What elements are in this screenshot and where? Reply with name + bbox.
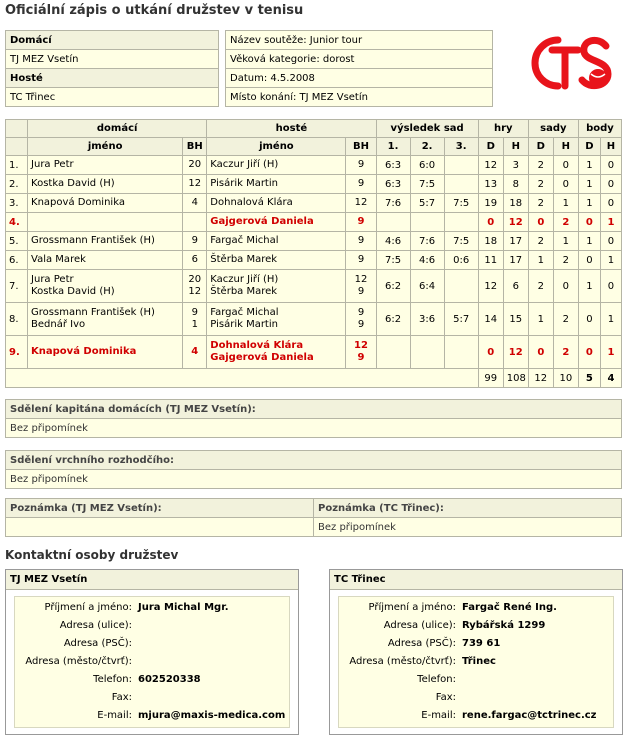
contact-field-label: Adresa (město/čtvrť): bbox=[25, 656, 132, 667]
guest-player-line: Pisárik Martin bbox=[210, 319, 278, 330]
sets-home: 2 bbox=[528, 175, 553, 194]
note-home-label: Poznámka (TJ MEZ Vsetín): bbox=[6, 499, 314, 518]
referee-section bbox=[5, 450, 622, 489]
guest-bh-header: BH bbox=[346, 138, 376, 156]
competition-name: Název soutěže: Junior tour bbox=[226, 31, 493, 50]
contact-field-row bbox=[15, 599, 289, 617]
home-player-bh bbox=[183, 156, 207, 175]
contact-field-label: Adresa (ulice): bbox=[383, 620, 456, 631]
teams-table bbox=[5, 30, 219, 107]
guest-player-line: Dohnalová Klára bbox=[210, 340, 304, 351]
row-number: 5. bbox=[6, 232, 28, 251]
set3-score bbox=[444, 156, 478, 175]
guest-player-line: Gajgerová Daniela bbox=[210, 352, 314, 363]
contact-card-guest bbox=[329, 569, 623, 735]
guest-player-line: Kaczur Jiří (H) bbox=[210, 274, 279, 285]
guest-player-bh-line: 12 bbox=[354, 197, 368, 208]
guest-player-line: Štěrba Marek bbox=[210, 254, 278, 265]
contact-field-value: 602520338 bbox=[138, 674, 201, 685]
sets-home: 1 bbox=[528, 303, 553, 336]
sets-guest: 0 bbox=[553, 270, 578, 303]
home-player-line: Kostka David (H) bbox=[31, 178, 115, 189]
set1-header: 1. bbox=[376, 138, 410, 156]
home-player-bh bbox=[183, 194, 207, 213]
note-home-value bbox=[6, 518, 314, 537]
contact-team-name: TC Třinec bbox=[330, 570, 622, 590]
referee-value: Bez připomínek bbox=[6, 470, 622, 489]
contact-field-row bbox=[339, 689, 613, 707]
set3-score bbox=[444, 336, 478, 369]
match-row bbox=[6, 175, 622, 194]
home-group-header: domácí bbox=[28, 120, 207, 138]
games-guest: 17 bbox=[503, 232, 528, 251]
set2-header: 2. bbox=[410, 138, 444, 156]
contact-field-label: Fax: bbox=[111, 692, 132, 703]
total-games-h: 108 bbox=[503, 369, 528, 388]
sets-guest: 1 bbox=[553, 232, 578, 251]
contact-field-label: Adresa (město/čtvrť): bbox=[349, 656, 456, 667]
guest-player bbox=[207, 251, 346, 270]
contact-field-row bbox=[15, 671, 289, 689]
referee-label: Sdělení vrchního rozhodčího: bbox=[6, 451, 622, 470]
score-group-header: výsledek sad bbox=[376, 120, 478, 138]
guest-player-bh bbox=[346, 194, 376, 213]
guest-player-bh-line: 9 bbox=[357, 178, 365, 189]
points-h-header: H bbox=[600, 138, 621, 156]
points-home: 1 bbox=[578, 194, 600, 213]
home-player-bh-line: 9 bbox=[191, 307, 198, 318]
games-h-header: H bbox=[503, 138, 528, 156]
guest-player bbox=[207, 156, 346, 175]
home-player-line: Kostka David (H) bbox=[31, 286, 115, 297]
guest-player-line: Štěrba Marek bbox=[210, 286, 278, 297]
set2-score bbox=[410, 336, 444, 369]
home-player bbox=[28, 251, 183, 270]
set3-score bbox=[444, 213, 478, 232]
sets-guest: 1 bbox=[553, 194, 578, 213]
points-home: 0 bbox=[578, 336, 600, 369]
home-player-bh-line: 1 bbox=[191, 319, 198, 330]
guest-player-bh-line: 9 bbox=[357, 352, 365, 363]
set2-score: 6:0 bbox=[410, 156, 444, 175]
points-group-header: body bbox=[578, 120, 621, 138]
contact-field-row bbox=[15, 635, 289, 653]
contact-field-label: Příjmení a jméno: bbox=[44, 602, 132, 613]
set2-score: 5:7 bbox=[410, 194, 444, 213]
contact-field-value: Jura Michal Mgr. bbox=[138, 602, 229, 613]
points-guest: 0 bbox=[600, 270, 621, 303]
home-player-bh-line: 20 bbox=[188, 274, 202, 285]
match-row bbox=[6, 303, 622, 336]
sets-home: 2 bbox=[528, 270, 553, 303]
set3-header: 3. bbox=[444, 138, 478, 156]
set2-score: 7:5 bbox=[410, 175, 444, 194]
guest-player bbox=[207, 194, 346, 213]
home-player bbox=[28, 156, 183, 175]
total-points-h: 4 bbox=[600, 369, 621, 388]
match-row bbox=[6, 232, 622, 251]
contact-field-label: Příjmení a jméno: bbox=[368, 602, 456, 613]
captain-home-value: Bez připomínek bbox=[6, 419, 622, 438]
row-number: 7. bbox=[6, 270, 28, 303]
contact-fields bbox=[14, 596, 290, 728]
contact-field-value: mjura@maxis-medica.com bbox=[138, 710, 286, 721]
games-home: 18 bbox=[478, 232, 503, 251]
home-player bbox=[28, 232, 183, 251]
guests-group-header: hosté bbox=[207, 120, 376, 138]
sets-guest: 0 bbox=[553, 175, 578, 194]
totals-row bbox=[6, 369, 622, 388]
set1-score: 6:2 bbox=[376, 270, 410, 303]
games-home: 14 bbox=[478, 303, 503, 336]
match-row bbox=[6, 251, 622, 270]
total-sets-d: 12 bbox=[528, 369, 553, 388]
home-player-line: Grossmann František (H) bbox=[31, 307, 155, 318]
games-home: 12 bbox=[478, 270, 503, 303]
games-guest: 3 bbox=[503, 156, 528, 175]
home-player bbox=[28, 194, 183, 213]
match-row bbox=[6, 194, 622, 213]
set3-score bbox=[444, 270, 478, 303]
points-home: 1 bbox=[578, 156, 600, 175]
contact-field-row bbox=[15, 689, 289, 707]
contact-field-value: Třinec bbox=[462, 656, 496, 667]
set1-score: 6:3 bbox=[376, 156, 410, 175]
guest-player-line: Fargač Michal bbox=[210, 307, 279, 318]
notes-section bbox=[5, 498, 622, 537]
contact-field-label: Adresa (ulice): bbox=[59, 620, 132, 631]
points-guest: 1 bbox=[600, 336, 621, 369]
games-guest: 17 bbox=[503, 251, 528, 270]
contact-field-row bbox=[339, 707, 613, 725]
home-player-line: Jura Petr bbox=[31, 274, 74, 285]
points-home: 1 bbox=[578, 232, 600, 251]
set1-score: 7:5 bbox=[376, 251, 410, 270]
row-number: 2. bbox=[6, 175, 28, 194]
home-player-bh bbox=[183, 251, 207, 270]
points-home: 1 bbox=[578, 270, 600, 303]
sets-guest: 2 bbox=[553, 303, 578, 336]
guest-player bbox=[207, 303, 346, 336]
sets-home: 2 bbox=[528, 156, 553, 175]
match-venue: Místo konání: TJ MEZ Vsetín bbox=[226, 88, 493, 107]
games-guest: 12 bbox=[503, 336, 528, 369]
note-guest-value: Bez připomínek bbox=[314, 518, 622, 537]
home-player-bh-line: 20 bbox=[188, 159, 202, 170]
games-guest: 8 bbox=[503, 175, 528, 194]
points-guest: 1 bbox=[600, 303, 621, 336]
set1-score bbox=[376, 213, 410, 232]
captain-home-section bbox=[5, 399, 622, 438]
guest-player-bh-line: 12 bbox=[354, 340, 368, 351]
points-guest: 0 bbox=[600, 232, 621, 251]
contact-field-row bbox=[15, 617, 289, 635]
home-bh-header: BH bbox=[183, 138, 207, 156]
home-player-bh-line: 4 bbox=[191, 197, 198, 208]
contact-card-home bbox=[5, 569, 299, 735]
guest-player-bh-line: 9 bbox=[357, 319, 365, 330]
guest-player bbox=[207, 336, 346, 369]
set1-score: 4:6 bbox=[376, 232, 410, 251]
home-player bbox=[28, 336, 183, 369]
points-guest: 0 bbox=[600, 194, 621, 213]
home-player-bh bbox=[183, 336, 207, 369]
home-player bbox=[28, 303, 183, 336]
sets-d-header: D bbox=[528, 138, 553, 156]
games-home: 11 bbox=[478, 251, 503, 270]
guest-player bbox=[207, 270, 346, 303]
points-home: 1 bbox=[578, 175, 600, 194]
home-player-bh-line: 4 bbox=[191, 346, 199, 357]
match-row bbox=[6, 213, 622, 232]
guest-player-bh bbox=[346, 303, 376, 336]
games-guest: 6 bbox=[503, 270, 528, 303]
sets-guest: 2 bbox=[553, 251, 578, 270]
sets-h-header: H bbox=[553, 138, 578, 156]
sets-guest: 2 bbox=[553, 336, 578, 369]
home-player-line: Bednář Ivo bbox=[31, 319, 86, 330]
home-player-line: Jura Petr bbox=[31, 159, 74, 170]
guest-player-line: Kaczur Jiří (H) bbox=[210, 159, 279, 170]
contact-field-label: Telefon: bbox=[417, 674, 456, 685]
guest-player-bh-line: 9 bbox=[357, 307, 365, 318]
points-home: 0 bbox=[578, 251, 600, 270]
guest-player-bh bbox=[346, 175, 376, 194]
home-player-line: Vala Marek bbox=[31, 254, 86, 265]
set3-score: 0:6 bbox=[444, 251, 478, 270]
guest-label: Hosté bbox=[6, 69, 219, 88]
points-guest: 1 bbox=[600, 213, 621, 232]
guest-player-bh-line: 9 bbox=[357, 286, 365, 297]
home-player-bh-line: 12 bbox=[188, 286, 202, 297]
contact-field-label: Adresa (PSČ): bbox=[63, 638, 132, 649]
match-row bbox=[6, 336, 622, 369]
set2-score: 7:6 bbox=[410, 232, 444, 251]
set3-score: 5:7 bbox=[444, 303, 478, 336]
guest-player-bh-line: 9 bbox=[357, 254, 365, 265]
contacts-title: Kontaktní osoby družstev bbox=[5, 548, 179, 562]
contact-field-row bbox=[15, 653, 289, 671]
guest-player-bh-line: 9 bbox=[357, 216, 365, 227]
contact-field-row bbox=[339, 599, 613, 617]
contact-field-label: E-mail: bbox=[97, 710, 132, 721]
club-logo-icon bbox=[528, 28, 620, 98]
home-player-bh bbox=[183, 303, 207, 336]
captain-home-label: Sdělení kapitána domácích (TJ MEZ Vsetín): bbox=[6, 400, 622, 419]
home-player-bh-line: 12 bbox=[188, 178, 202, 189]
sets-home: 0 bbox=[528, 336, 553, 369]
home-player-bh bbox=[183, 270, 207, 303]
games-d-header: D bbox=[478, 138, 503, 156]
games-home: 0 bbox=[478, 213, 503, 232]
points-d-header: D bbox=[578, 138, 600, 156]
contact-field-value: Rybářská 1299 bbox=[462, 620, 546, 631]
total-games-d: 99 bbox=[478, 369, 503, 388]
contact-field-row bbox=[339, 617, 613, 635]
contact-field-row bbox=[15, 707, 289, 725]
set2-score: 6:4 bbox=[410, 270, 444, 303]
home-player-bh bbox=[183, 232, 207, 251]
home-player-bh-line: 9 bbox=[191, 235, 198, 246]
contact-field-value: rene.fargac@tctrinec.cz bbox=[462, 710, 597, 721]
sets-group-header: sady bbox=[528, 120, 578, 138]
sets-home: 0 bbox=[528, 213, 553, 232]
match-date: Datum: 4.5.2008 bbox=[226, 69, 493, 88]
contact-field-row bbox=[339, 653, 613, 671]
guest-player bbox=[207, 175, 346, 194]
total-sets-h: 10 bbox=[553, 369, 578, 388]
set1-score: 7:6 bbox=[376, 194, 410, 213]
home-player-bh bbox=[183, 175, 207, 194]
guest-player-bh bbox=[346, 336, 376, 369]
guest-name-header: jméno bbox=[207, 138, 346, 156]
set2-score: 3:6 bbox=[410, 303, 444, 336]
home-team-name: TJ MEZ Vsetín bbox=[6, 50, 219, 69]
guest-player-bh-line: 12 bbox=[354, 274, 368, 285]
guest-player-bh bbox=[346, 213, 376, 232]
guest-player-bh bbox=[346, 156, 376, 175]
note-guest-label: Poznámka (TC Třinec): bbox=[314, 499, 622, 518]
points-guest: 1 bbox=[600, 251, 621, 270]
home-player-line: Knapová Dominika bbox=[31, 346, 137, 357]
guest-player bbox=[207, 213, 346, 232]
sets-home: 2 bbox=[528, 194, 553, 213]
match-row bbox=[6, 270, 622, 303]
points-home: 0 bbox=[578, 213, 600, 232]
guest-player bbox=[207, 232, 346, 251]
group-header-row bbox=[6, 120, 622, 138]
contact-field-label: Telefon: bbox=[93, 674, 132, 685]
games-home: 12 bbox=[478, 156, 503, 175]
games-group-header: hry bbox=[478, 120, 528, 138]
set1-score bbox=[376, 336, 410, 369]
guest-player-bh bbox=[346, 270, 376, 303]
row-number: 1. bbox=[6, 156, 28, 175]
home-player-bh-line: 6 bbox=[191, 254, 198, 265]
sets-home: 1 bbox=[528, 251, 553, 270]
contact-field-row bbox=[339, 635, 613, 653]
contact-field-label: Adresa (PSČ): bbox=[387, 638, 456, 649]
contact-team-name: TJ MEZ Vsetín bbox=[6, 570, 298, 590]
games-home: 0 bbox=[478, 336, 503, 369]
games-guest: 15 bbox=[503, 303, 528, 336]
guest-player-line: Dohnalová Klára bbox=[210, 197, 293, 208]
points-guest: 0 bbox=[600, 156, 621, 175]
guest-player-line: Gajgerová Daniela bbox=[210, 216, 314, 227]
contact-field-row bbox=[339, 671, 613, 689]
games-guest: 12 bbox=[503, 213, 528, 232]
points-home: 0 bbox=[578, 303, 600, 336]
age-category: Věková kategorie: dorost bbox=[226, 50, 493, 69]
set2-score bbox=[410, 213, 444, 232]
games-home: 13 bbox=[478, 175, 503, 194]
contact-field-value: Fargač René Ing. bbox=[462, 602, 557, 613]
set3-score: 7:5 bbox=[444, 232, 478, 251]
set1-score: 6:3 bbox=[376, 175, 410, 194]
home-name-header: jméno bbox=[28, 138, 183, 156]
set3-score bbox=[444, 175, 478, 194]
home-player-line: Knapová Dominika bbox=[31, 197, 125, 208]
guest-player-bh bbox=[346, 251, 376, 270]
guest-player-bh bbox=[346, 232, 376, 251]
guest-team-name: TC Třinec bbox=[6, 88, 219, 107]
points-guest: 0 bbox=[600, 175, 621, 194]
home-player-line: Grossmann František (H) bbox=[31, 235, 155, 246]
total-points-d: 5 bbox=[578, 369, 600, 388]
page-title: Oficiální zápis o utkání družstev v tenisu bbox=[5, 3, 304, 18]
match-info-table bbox=[225, 30, 493, 107]
home-player bbox=[28, 270, 183, 303]
match-row bbox=[6, 156, 622, 175]
guest-player-line: Fargač Michal bbox=[210, 235, 279, 246]
row-number: 3. bbox=[6, 194, 28, 213]
sub-header-row bbox=[6, 138, 622, 156]
contact-field-value: 739 61 bbox=[462, 638, 501, 649]
row-number: 6. bbox=[6, 251, 28, 270]
games-home: 19 bbox=[478, 194, 503, 213]
guest-player-bh-line: 9 bbox=[357, 159, 365, 170]
games-guest: 18 bbox=[503, 194, 528, 213]
contact-field-label: E-mail: bbox=[421, 710, 456, 721]
contact-field-label: Fax: bbox=[435, 692, 456, 703]
set2-score: 4:6 bbox=[410, 251, 444, 270]
set1-score: 6:2 bbox=[376, 303, 410, 336]
row-number: 8. bbox=[6, 303, 28, 336]
guest-player-bh-line: 9 bbox=[357, 235, 365, 246]
sets-guest: 0 bbox=[553, 156, 578, 175]
home-label: Domácí bbox=[6, 31, 219, 50]
home-player-bh bbox=[183, 213, 207, 232]
set3-score: 7:5 bbox=[444, 194, 478, 213]
row-number: 4. bbox=[6, 213, 28, 232]
sets-guest: 2 bbox=[553, 213, 578, 232]
results-table bbox=[5, 119, 622, 388]
sets-home: 2 bbox=[528, 232, 553, 251]
home-player bbox=[28, 175, 183, 194]
home-player bbox=[28, 213, 183, 232]
contact-fields bbox=[338, 596, 614, 728]
guest-player-line: Pisárik Martin bbox=[210, 178, 278, 189]
row-number: 9. bbox=[6, 336, 28, 369]
